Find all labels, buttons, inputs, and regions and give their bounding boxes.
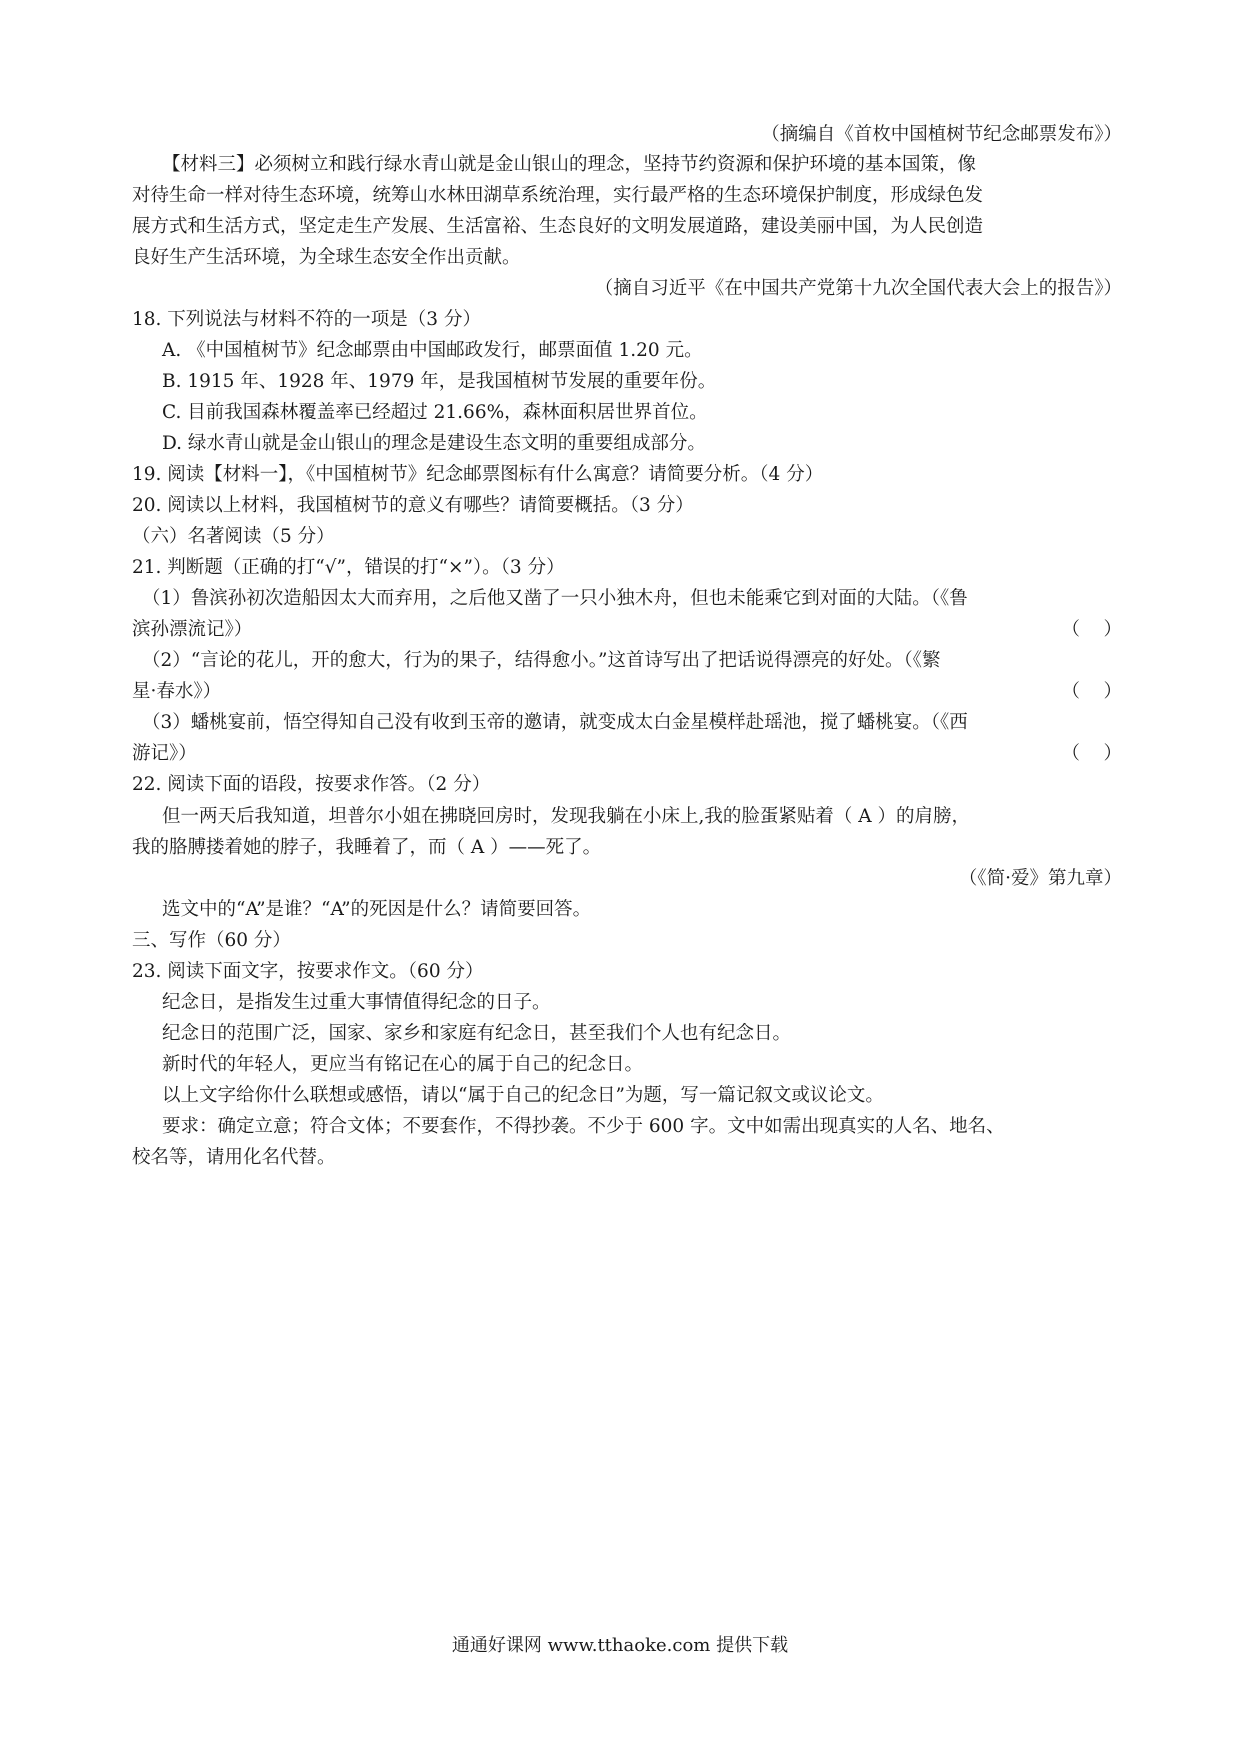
question-19: 19. 阅读【材料一】，《中国植树节》纪念邮票图标有什么寓意？请简要分析。（4 分）	[132, 464, 824, 485]
material3-line: 对待生命一样对待生态环境，统筹山水林田湖草系统治理，实行最严格的生态环境保护制度，形成绿色发	[132, 185, 984, 206]
material3-line: 【材料三】必须树立和践行绿水青山就是金山银山的理念，坚持节约资源和保护环境的基本国策，像	[162, 154, 977, 175]
question-22-stem: 22. 阅读下面的语段，按要求作答。（2 分）	[132, 774, 491, 795]
question-18-option-b: B. 1915 年、1928 年、1979 年，是我国植树节发展的重要年份。	[162, 371, 717, 392]
question-23-requirements-cont: 校名等，请用化名代替。	[132, 1147, 336, 1168]
question-23-text: 纪念日的范围广泛，国家、家乡和家庭有纪念日，甚至我们个人也有纪念日。	[162, 1023, 792, 1044]
question-21-item-3-cont: 游记》）	[132, 743, 197, 764]
section-heading-classics-reading: （六）名著阅读（5 分）	[132, 526, 335, 547]
question-23-text: 纪念日，是指发生过重大事情值得纪念的日子。	[162, 992, 551, 1013]
page-footer: 通通好课网 www.tthaoke.com 提供下载	[451, 1635, 789, 1656]
question-22-source: （《简·爱》第九章）	[958, 868, 1122, 889]
question-23-text: 以上文字给你什么联想或感悟，请以“属于自己的纪念日”为题，写一篇记叙文或议论文。	[162, 1085, 884, 1106]
question-23-requirements: 要求：确定立意；符合文体；不要套作，不得抄袭。不少于 600 字。文中如需出现真实的人名、地名、	[162, 1116, 1005, 1137]
question-18-option-a: A. 《中国植树节》纪念邮票由中国邮政发行，邮票面值 1.20 元。	[162, 340, 703, 361]
question-21-stem: 21. 判断题（正确的打“√”，错误的打“×”）。（3 分）	[132, 557, 565, 578]
question-18-option-d: D. 绿水青山就是金山银山的理念是建设生态文明的重要组成部分。	[162, 433, 706, 454]
question-22-passage: 我的胳膊搂着她的脖子，我睡着了，而（ A ）——死了。	[132, 837, 602, 858]
question-22-question: 选文中的“A”是谁？“A”的死因是什么？请简要回答。	[162, 899, 592, 920]
question-23-text: 新时代的年轻人，更应当有铭记在心的属于自己的纪念日。	[162, 1054, 644, 1075]
source-citation-material2: （摘编自《首枚中国植树节纪念邮票发布》）	[761, 124, 1122, 145]
question-21-item-1-cont: 滨孙漂流记》）	[132, 619, 253, 640]
material3-line: 展方式和生活方式，坚定走生产发展、生活富裕、生态良好的文明发展道路，建设美丽中国，为人民创造	[132, 216, 984, 237]
question-21-item-1: （1）鲁滨孙初次造船因太大而弃用，之后他又凿了一只小独木舟，但也未能乘它到对面的大陆。（《鲁	[142, 588, 968, 609]
question-21-item-2: （2）“言论的花儿，开的愈大，行为的果子，结得愈小。”这首诗写出了把话说得漂亮的好处。（《繁	[142, 650, 941, 671]
question-21-item-2-cont: 星·春水》）	[132, 681, 222, 702]
question-21-item-3: （3）蟠桃宴前，悟空得知自己没有收到玉帝的邀请，就变成太白金星模样赴瑶池，搅了蟠桃宴。（《西	[142, 712, 968, 733]
answer-blank[interactable]: （ ）	[1061, 743, 1122, 764]
source-citation-material3: （摘自习近平《在中国共产党第十九次全国代表大会上的报告》）	[594, 278, 1122, 299]
answer-blank[interactable]: （ ）	[1061, 619, 1122, 640]
question-18-option-c: C. 目前我国森林覆盖率已经超过 21.66%，森林面积居世界首位。	[162, 402, 708, 423]
question-18-stem: 18. 下列说法与材料不符的一项是（3 分）	[132, 309, 481, 330]
answer-blank[interactable]: （ ）	[1061, 681, 1122, 702]
material3-line: 良好生产生活环境，为全球生态安全作出贡献。	[132, 247, 521, 268]
question-23-stem: 23. 阅读下面文字，按要求作文。（60 分）	[132, 961, 484, 982]
question-20: 20. 阅读以上材料，我国植树节的意义有哪些？请简要概括。（3 分）	[132, 495, 694, 516]
question-22-passage: 但一两天后我知道，坦普尔小姐在拂晓回房时，发现我躺在小床上,我的脸蛋紧贴着（ A ）的肩膀，	[162, 806, 971, 827]
section-heading-writing: 三、写作（60 分）	[132, 930, 291, 951]
